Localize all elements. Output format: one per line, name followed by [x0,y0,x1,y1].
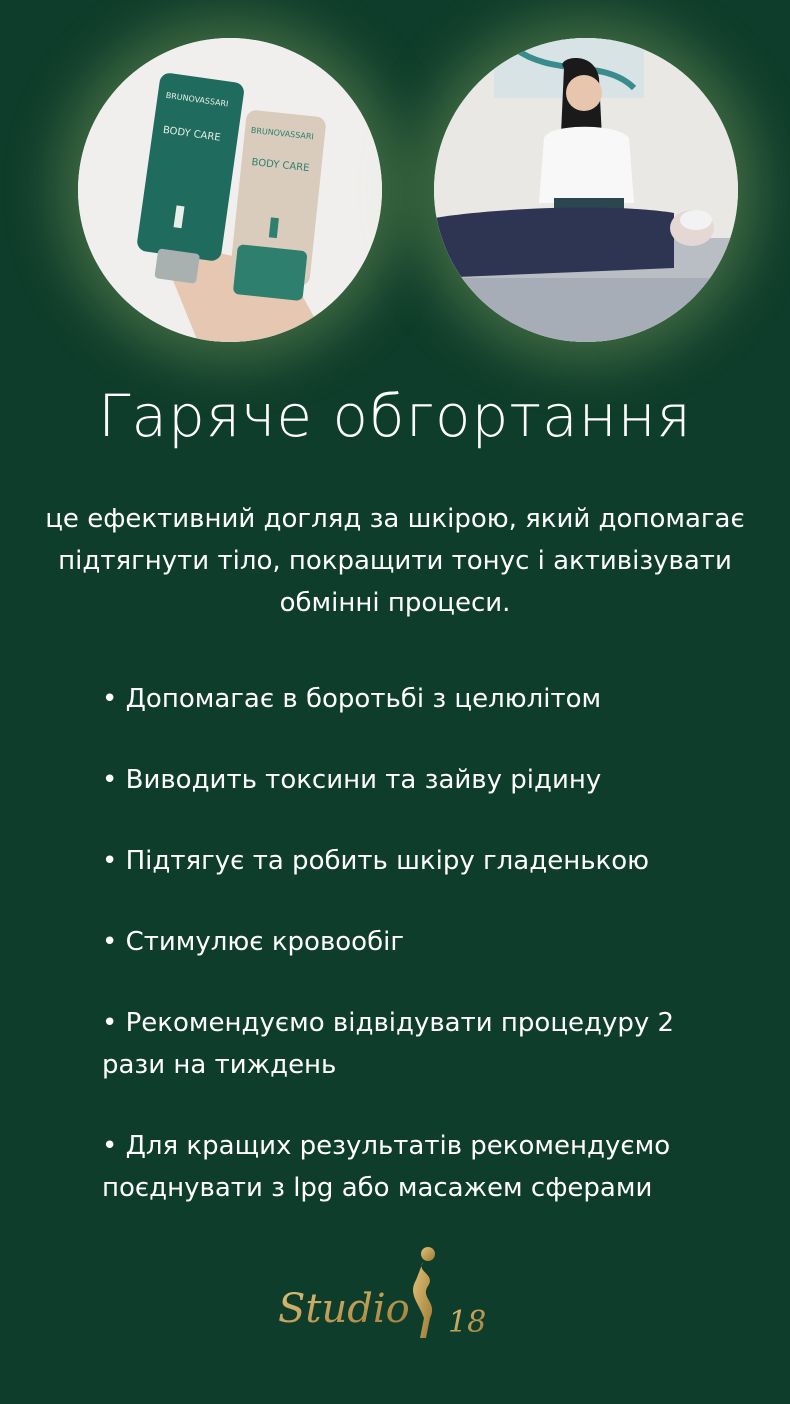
svg-text:BODY CARE: BODY CARE [250,157,310,175]
procedure-photo [434,38,738,342]
svg-text:BRUNOVASSARI: BRUNOVASSARI [250,125,315,142]
list-item: • Допомагає в боротьбі з целюлітом [102,684,602,714]
list-item: • Рекомендуємо відвідувати процедуру 2 рази на тиждень [102,1008,675,1080]
benefits-list [102,678,702,1248]
logo-number: 18 [448,1305,487,1340]
list-item: • Виводить токсини та зайву рідину [102,765,602,795]
products-photo [78,38,382,342]
svg-text:BRUNOVASSARI: BRUNOVASSARI [165,90,229,109]
list-item: • Стимулює кровообіг [102,927,405,957]
studio-logo [268,1240,498,1360]
page-title: Гаряче обгортання [98,382,692,450]
svg-text:BODY CARE: BODY CARE [162,124,222,144]
list-item: • Для кращих результатів рекомендуємо поєднувати з lpg або масажем сферами [102,1131,671,1203]
intro-text: це ефективний догляд за шкірою, який допомагає підтягнути тіло, покращити тонус і активізувати обмінні процеси. [45,504,745,618]
logo-wordmark: Studio [278,1286,410,1332]
list-item: • Підтягує та робить шкіру гладенькою [102,846,650,876]
